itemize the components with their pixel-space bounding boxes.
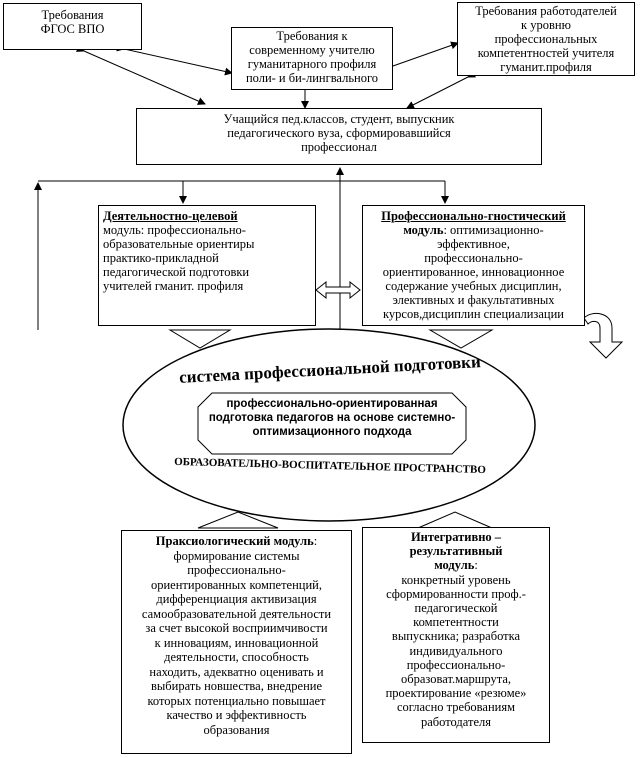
gnostic-line-1: эффективное, — [437, 237, 510, 251]
integrative-line-11: работодателя — [420, 714, 491, 729]
gnostic-module-title: Профессионально-гностический — [381, 209, 566, 223]
teacher-line-2: современному учителю — [249, 43, 375, 57]
integrative-title-3: модуль — [434, 558, 475, 573]
teacher-requirements-box — [231, 27, 393, 90]
block-arrow-right-up — [418, 512, 492, 528]
praxeological-line-8: деятельности, способность — [164, 650, 309, 664]
employers-line-1: Требования работодателей — [475, 4, 617, 18]
praxeological-line-9: находить, адекватно оценивать и — [149, 664, 324, 679]
praxeological-line-13: образования — [203, 722, 270, 737]
activity-module-title: Деятельностно-целевой — [103, 209, 238, 223]
praxeological-line-3: ориентированных компетенций, — [150, 577, 322, 592]
fgos-line-1: Требования — [41, 8, 104, 22]
gnostic-line-4: содержание учебных дисциплин, — [385, 279, 562, 293]
employers-line-3: профессиональных — [494, 32, 598, 46]
curved-block-arrow — [584, 313, 622, 358]
praxeological-module-box — [121, 530, 352, 754]
gnostic-line-5: элективных и факультативных — [392, 293, 555, 307]
praxeological-line-2: профессионально- — [187, 563, 286, 577]
praxeological-title-line — [122, 534, 351, 549]
fgos-requirements-box — [3, 3, 142, 50]
integrative-line-5: выпускника; разработка — [391, 629, 521, 644]
integrative-line-10: согласно требованиям — [396, 700, 516, 715]
employers-line-5: гуманит.профиля — [500, 60, 592, 74]
arrow-fgos-student — [84, 51, 205, 104]
praxeological-line-5: самообразовательной деятельности — [141, 606, 332, 621]
praxeological-line-7: к инновациям, инновационной — [154, 635, 319, 650]
arrow-employers-student — [407, 77, 468, 108]
gnostic-title-line-2 — [365, 223, 582, 237]
inner-line-1: профессионально-ориентированная — [226, 398, 438, 410]
gnostic-module-box — [362, 205, 585, 326]
teacher-line-4: поли- и би-лингвального — [245, 71, 379, 85]
student-line-1: Учащийся пед.классов, студент, выпускник — [223, 112, 455, 126]
employers-requirements-box — [457, 2, 635, 76]
gnostic-line-2: профессионально- — [424, 251, 523, 265]
praxeological-line-12: качество и эффективность — [166, 708, 307, 722]
fgos-line-2: ФГОС ВПО — [40, 22, 105, 36]
system-inner-text — [200, 397, 464, 439]
arrow-fgos-teacher — [124, 49, 232, 73]
system-title: система профессиональной подготовки — [178, 352, 482, 387]
student-line-3: профессионал — [301, 140, 377, 154]
praxeological-line-4: дифференциация активизация — [156, 592, 317, 606]
inner-line-2: подготовка педагогов на основе системно- — [208, 412, 456, 424]
inner-line-3: оптимизационного подхода — [252, 426, 412, 438]
integrative-module-box — [362, 527, 550, 743]
integrative-title-line-3 — [363, 558, 549, 572]
activity-line-4: педагогической подготовки — [103, 265, 250, 279]
activity-line-5: учителей гманит. профиля — [103, 279, 244, 293]
praxeological-colon: : — [313, 534, 318, 548]
praxeological-line-1: формирование системы — [173, 548, 300, 563]
gnostic-text-after-title: : оптимизационно- — [443, 223, 544, 237]
student-line-2: педагогического вуза, сформировавшийся — [227, 126, 451, 140]
integrative-line-1: конкретный уровень — [401, 572, 511, 587]
activity-line-2: образовательные ориентиры — [103, 237, 255, 251]
arrow-teacher-employers — [393, 43, 458, 66]
gnostic-line-6: курсов,дисциплин специализации — [383, 307, 564, 321]
integrative-line-9: проектирование «резюме» — [385, 686, 527, 701]
integrative-title-2: результативный — [409, 544, 503, 559]
employers-line-4: компетентностей учителя — [477, 46, 615, 60]
activity-line-1: модуль: профессионально- — [103, 223, 246, 237]
praxeological-module-title: Праксиологический модуль — [155, 534, 314, 548]
integrative-line-7: профессионально- — [406, 657, 506, 672]
activity-line-3: практико-прикладной — [103, 251, 219, 265]
integrative-line-8: образоват.маршрута, — [400, 672, 511, 687]
praxeological-line-11: которых потенциально повышает — [147, 693, 326, 708]
teacher-line-1: Требования к — [276, 29, 348, 43]
activity-module-box — [98, 205, 316, 326]
praxeological-line-6: за счет высокой восприимчивости — [145, 621, 328, 635]
double-arrow-modules — [316, 282, 360, 298]
integrative-line-4: компетентности — [413, 615, 499, 630]
integrative-line-2: сформированности проф.- — [386, 586, 526, 601]
employers-line-2: к уровню — [521, 18, 571, 32]
integrative-title-1: Интегративно – — [410, 530, 502, 544]
educational-space-label: ОБРАЗОВАТЕЛЬНО-ВОСПИТАТЕЛЬНОЕ ПРОСТРАНСТВО — [174, 455, 486, 477]
integrative-line-6: индивидуального — [409, 643, 503, 658]
gnostic-line-3: ориентированное, инновационное — [382, 265, 565, 279]
integrative-colon: : — [474, 558, 478, 573]
integrative-line-3: педагогической — [414, 601, 498, 616]
student-box — [136, 108, 542, 165]
teacher-line-3: гуманитарного профиля — [247, 57, 377, 71]
gnostic-module-word: модуль — [403, 223, 444, 237]
praxeological-line-10: выбирать новшества, внедрение — [150, 679, 323, 693]
